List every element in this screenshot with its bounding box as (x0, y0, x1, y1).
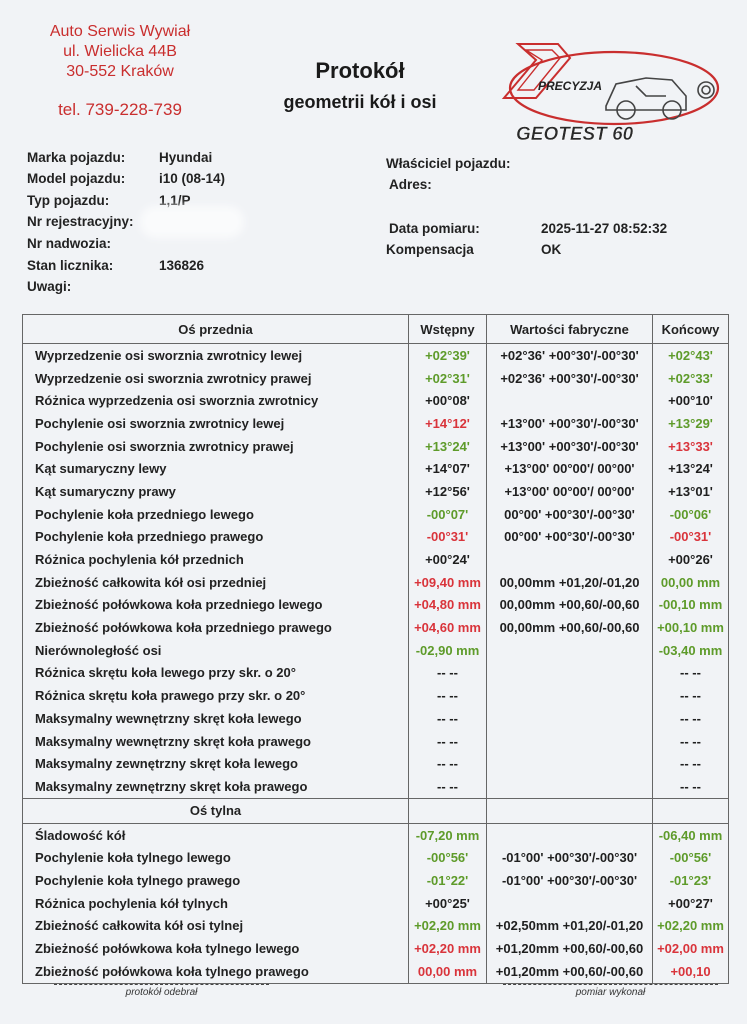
shop-street: ul. Wielicka 44B (63, 43, 177, 60)
factory-value (487, 548, 653, 571)
final-value: -- -- (653, 707, 729, 730)
measure-name: Pochylenie koła przedniego prawego (23, 526, 409, 549)
initial-value: -00°56' (409, 846, 487, 869)
initial-value: -00°07' (409, 503, 487, 526)
shop-phone: tel. 739-228-739 (58, 100, 182, 119)
initial-heading: Wstępny (409, 315, 487, 344)
table-row (23, 937, 729, 960)
table-row (23, 435, 729, 458)
measure-name: Pochylenie osi sworznia zwrotnicy lewej (23, 412, 409, 435)
initial-value: +14°12' (409, 412, 487, 435)
initial-value: +04,60 mm (409, 616, 487, 639)
final-value: +00,10 mm (653, 616, 729, 639)
initial-value: +12°56' (409, 480, 487, 503)
factory-value: +01,20mm +00,60/-00,60 (487, 960, 653, 983)
final-value: -- -- (653, 752, 729, 775)
measure-name: Pochylenie koła tylnego lewego (23, 846, 409, 869)
table-body (23, 315, 729, 984)
final-value: +02°33' (653, 367, 729, 390)
table-row (23, 503, 729, 526)
logo-word1: PRECYZJA (538, 79, 603, 93)
initial-value: +04,80 mm (409, 594, 487, 617)
factory-value (487, 775, 653, 798)
measure-name: Zbieżność połówkowa koła przedniego lewego (23, 594, 409, 617)
reg-label: Nr rejestracyjny: (27, 214, 134, 229)
title-line2: geometrii kół i osi (283, 92, 437, 112)
odo-label: Stan licznika: (27, 258, 114, 273)
factory-value: -01°00' +00°30'/-00°30' (487, 869, 653, 892)
initial-value: -02,90 mm (409, 639, 487, 662)
table-row (23, 684, 729, 707)
factory-value: +01,20mm +00,60/-00,60 (487, 937, 653, 960)
measure-name: Maksymalny zewnętrzny skręt koła prawego (23, 775, 409, 798)
final-value: -00°31' (653, 526, 729, 549)
measure-name: Zbieżność całkowita kół osi przedniej (23, 571, 409, 594)
final-value: 00,00 mm (653, 571, 729, 594)
document-title (250, 58, 470, 113)
make-label: Marka pojazdu: (27, 150, 126, 165)
table-row (23, 730, 729, 753)
type-value: 1,1/P (159, 193, 191, 208)
final-value: +13°24' (653, 457, 729, 480)
measure-name: Zbieżność połówkowa koła tylnego lewego (23, 937, 409, 960)
factory-value (487, 707, 653, 730)
date-value: 2025-11-27 08:52:32 (541, 221, 668, 236)
table-row (23, 707, 729, 730)
measure-name: Różnica skrętu koła lewego przy skr. o 20° (23, 662, 409, 685)
table-row (23, 571, 729, 594)
table-row (23, 639, 729, 662)
final-value: +02,00 mm (653, 937, 729, 960)
table-row (23, 367, 729, 390)
factory-value: 00,00mm +00,60/-00,60 (487, 594, 653, 617)
table-row (23, 480, 729, 503)
final-value: -06,40 mm (653, 823, 729, 846)
final-value: +13°29' (653, 412, 729, 435)
initial-value: +14°07' (409, 457, 487, 480)
rear-header-row (23, 798, 729, 823)
final-value: +13°33' (653, 435, 729, 458)
factory-value: +13°00' +00°30'/-00°30' (487, 412, 653, 435)
factory-value: +13°00' 00°00'/ 00°00' (487, 457, 653, 480)
rear-axle-heading: Oś tylna (23, 798, 409, 823)
final-value: -00°56' (653, 846, 729, 869)
title-line1: Protokół (315, 58, 405, 83)
signature-performed: pomiar wykonał (503, 984, 718, 998)
table-row (23, 752, 729, 775)
model-label: Model pojazdu: (27, 171, 126, 186)
measure-name: Wyprzedzenie osi sworznia zwrotnicy prawej (23, 367, 409, 390)
initial-value: -- -- (409, 707, 487, 730)
initial-value: -07,20 mm (409, 823, 487, 846)
compensation-label: Kompensacja (386, 242, 474, 257)
model-value: i10 (08-14) (159, 171, 226, 186)
table-row (23, 892, 729, 915)
final-value: +00°10' (653, 389, 729, 412)
table-row (23, 457, 729, 480)
front-axle-heading: Oś przednia (23, 315, 409, 344)
final-heading: Końcowy (653, 315, 729, 344)
final-value: -01°23' (653, 869, 729, 892)
table-row (23, 389, 729, 412)
initial-value: 00,00 mm (409, 960, 487, 983)
compensation-value: OK (541, 242, 562, 257)
address-label: Adres: (389, 177, 432, 192)
factory-value: +02°36' +00°30'/-00°30' (487, 367, 653, 390)
table-row (23, 412, 729, 435)
final-value: -00,10 mm (653, 594, 729, 617)
factory-value: 00°00' +00°30'/-00°30' (487, 503, 653, 526)
factory-value (487, 684, 653, 707)
final-value: -00°06' (653, 503, 729, 526)
factory-value: 00°00' +00°30'/-00°30' (487, 526, 653, 549)
table-row (23, 616, 729, 639)
table-row (23, 662, 729, 685)
final-value: -- -- (653, 775, 729, 798)
measurement-table (22, 314, 729, 984)
final-value: +00°27' (653, 892, 729, 915)
factory-value (487, 823, 653, 846)
factory-value (487, 389, 653, 412)
factory-value: +13°00' 00°00'/ 00°00' (487, 480, 653, 503)
initial-value: +00°08' (409, 389, 487, 412)
redacted-plate (146, 212, 238, 232)
final-value: -- -- (653, 662, 729, 685)
measure-name: Kąt sumaryczny lewy (23, 457, 409, 480)
measure-name: Pochylenie osi sworznia zwrotnicy prawej (23, 435, 409, 458)
rear-header-empty (653, 798, 729, 823)
geotest-logo (496, 36, 726, 146)
initial-value: +09,40 mm (409, 571, 487, 594)
front-header-row (23, 315, 729, 344)
measure-name: Nierównoległość osi (23, 639, 409, 662)
measure-name: Różnica pochylenia kół przednich (23, 548, 409, 571)
initial-value: +02°31' (409, 367, 487, 390)
table-row (23, 960, 729, 983)
factory-value: 00,00mm +00,60/-00,60 (487, 616, 653, 639)
initial-value: -- -- (409, 730, 487, 753)
initial-value: -- -- (409, 775, 487, 798)
logo-word2: GEOTEST 60 (516, 124, 634, 145)
owner-label: Właściciel pojazdu: (386, 156, 511, 171)
measure-name: Wyprzedzenie osi sworznia zwrotnicy lewej (23, 344, 409, 367)
type-label: Typ pojazdu: (27, 193, 110, 208)
final-value: +02°43' (653, 344, 729, 367)
initial-value: -00°31' (409, 526, 487, 549)
date-label: Data pomiaru: (389, 221, 480, 236)
factory-value (487, 892, 653, 915)
final-value: +00,10 (653, 960, 729, 983)
final-value: +13°01' (653, 480, 729, 503)
initial-value: +13°24' (409, 435, 487, 458)
table-row (23, 594, 729, 617)
signature-received: protokół odebrał (54, 984, 269, 998)
final-value: -- -- (653, 730, 729, 753)
factory-heading: Wartości fabryczne (487, 315, 653, 344)
initial-value: +02,20 mm (409, 937, 487, 960)
measure-name: Śladowość kół (23, 823, 409, 846)
vin-label: Nr nadwozia: (27, 236, 112, 251)
factory-value: +02,50mm +01,20/-01,20 (487, 915, 653, 938)
factory-value (487, 730, 653, 753)
final-value: -- -- (653, 684, 729, 707)
shop-name: Auto Serwis Wywiał (49, 23, 191, 40)
initial-value: -01°22' (409, 869, 487, 892)
final-value: +02,20 mm (653, 915, 729, 938)
table-row (23, 548, 729, 571)
factory-value: +02°36' +00°30'/-00°30' (487, 344, 653, 367)
final-value: +00°26' (653, 548, 729, 571)
table-row (23, 344, 729, 367)
factory-value: +13°00' +00°30'/-00°30' (487, 435, 653, 458)
initial-value: +00°25' (409, 892, 487, 915)
shop-info (20, 22, 220, 120)
measure-name: Różnica wyprzedzenia osi sworznia zwrotnicy (23, 389, 409, 412)
table-row (23, 869, 729, 892)
car-icon (606, 78, 714, 119)
table-row (23, 526, 729, 549)
odo-value: 136826 (159, 258, 205, 273)
measure-name: Zbieżność połówkowa koła przedniego prawego (23, 616, 409, 639)
measure-name: Różnica pochylenia kół tylnych (23, 892, 409, 915)
measure-name: Maksymalny zewnętrzny skręt koła lewego (23, 752, 409, 775)
factory-value: -01°00' +00°30'/-00°30' (487, 846, 653, 869)
final-value: -03,40 mm (653, 639, 729, 662)
initial-value: -- -- (409, 684, 487, 707)
measure-name: Pochylenie koła tylnego prawego (23, 869, 409, 892)
initial-value: -- -- (409, 752, 487, 775)
rear-header-empty (409, 798, 487, 823)
measure-name: Zbieżność połówkowa koła tylnego prawego (23, 960, 409, 983)
initial-value: +02,20 mm (409, 915, 487, 938)
measure-name: Maksymalny wewnętrzny skręt koła lewego (23, 707, 409, 730)
measure-name: Różnica skrętu koła prawego przy skr. o 20° (23, 684, 409, 707)
measure-name: Kąt sumaryczny prawy (23, 480, 409, 503)
make-value: Hyundai (159, 150, 213, 165)
measure-name: Zbieżność całkowita kół osi tylnej (23, 915, 409, 938)
measure-name: Pochylenie koła przedniego lewego (23, 503, 409, 526)
notes-label: Uwagi: (27, 279, 72, 294)
shop-city: 30-552 Kraków (66, 63, 174, 80)
factory-value: 00,00mm +01,20/-01,20 (487, 571, 653, 594)
table-row (23, 823, 729, 846)
factory-value (487, 662, 653, 685)
rear-header-empty (487, 798, 653, 823)
table-row (23, 775, 729, 798)
table-row (23, 846, 729, 869)
factory-value (487, 752, 653, 775)
initial-value: -- -- (409, 662, 487, 685)
factory-value (487, 639, 653, 662)
table-row (23, 915, 729, 938)
initial-value: +00°24' (409, 548, 487, 571)
measure-name: Maksymalny wewnętrzny skręt koła prawego (23, 730, 409, 753)
initial-value: +02°39' (409, 344, 487, 367)
